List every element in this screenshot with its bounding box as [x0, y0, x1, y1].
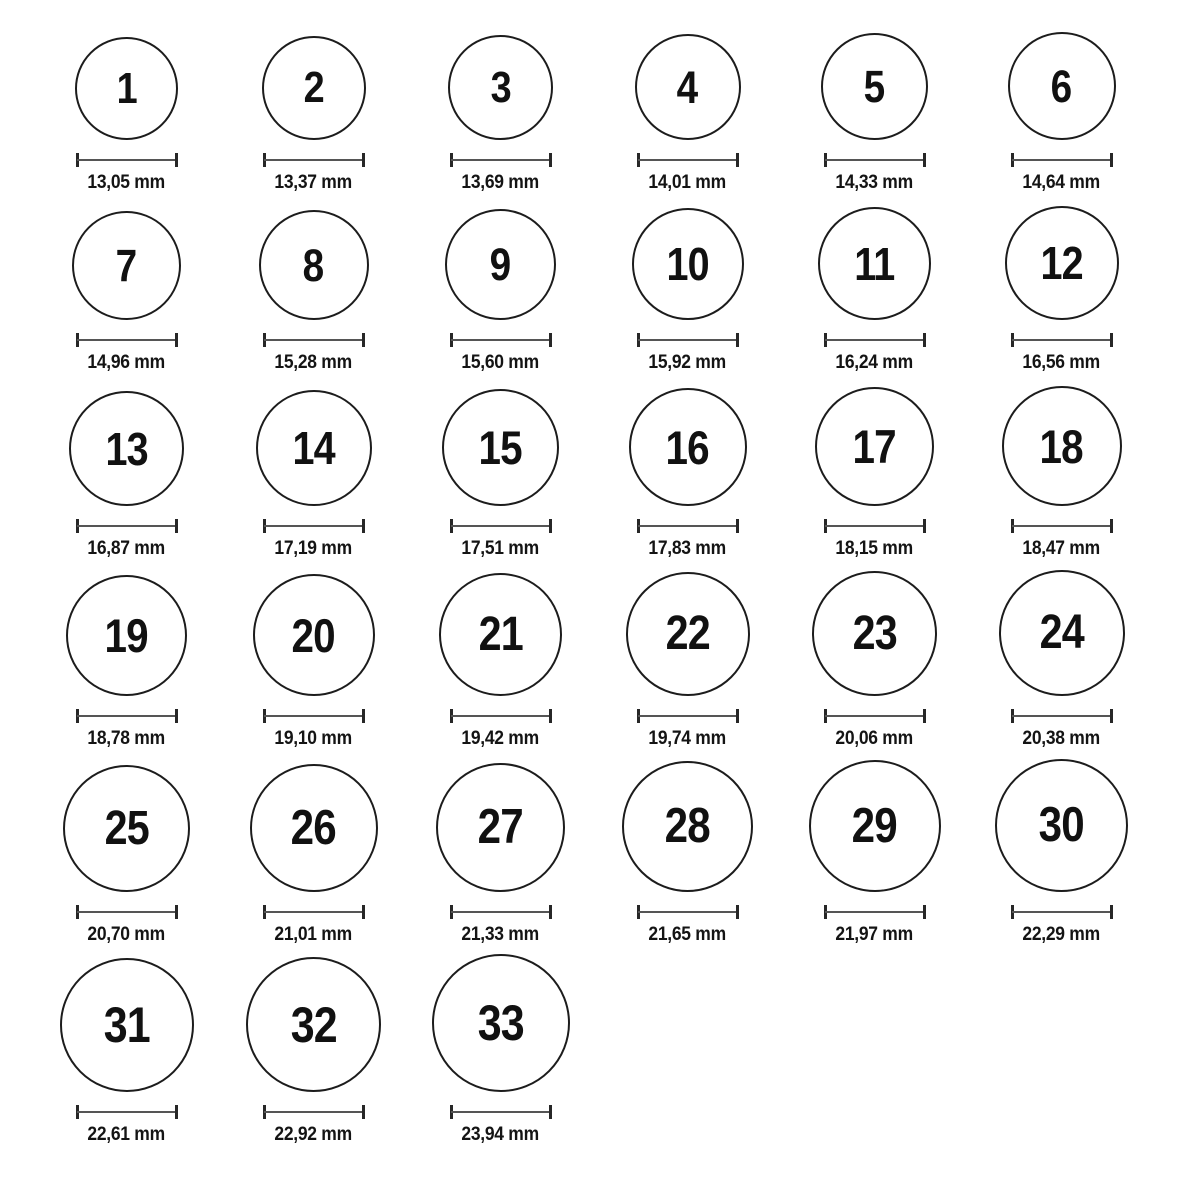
ring-circle: [812, 571, 937, 696]
ring-circle: [63, 765, 190, 892]
ring-size-number: 24: [1039, 606, 1084, 659]
ruler-tick-right: [923, 905, 926, 919]
ruler-tick-right: [549, 519, 552, 533]
ring-circle: [1005, 206, 1119, 320]
diameter-label: 13,05 mm: [87, 172, 166, 193]
ring-circle: [999, 570, 1125, 696]
ring-size-row: [33, 18, 1200, 194]
ring-circle: [436, 763, 565, 892]
ring-size-number: 11: [854, 237, 895, 290]
ring-circle: [60, 958, 194, 1092]
diameter-label: 21,65 mm: [648, 924, 727, 945]
ruler-tick-right: [736, 519, 739, 533]
ring-size-item: [407, 18, 594, 194]
ring-size-row: [33, 560, 1200, 750]
diameter-label: 18,47 mm: [1022, 538, 1101, 559]
ring-size-number: 27: [477, 800, 524, 854]
ring-size-number: 15: [478, 421, 523, 474]
ring-circle: [442, 389, 559, 506]
ring-circle: [821, 33, 928, 140]
diameter-label: 14,96 mm: [87, 352, 166, 373]
diameter-ruler: [637, 333, 739, 347]
diameter-ruler: [824, 333, 926, 347]
ruler-line: [451, 1111, 551, 1113]
ring-circle: [818, 207, 931, 320]
ruler-tick-right: [1110, 333, 1113, 347]
ruler-line: [1012, 911, 1112, 913]
ring-size-item: [968, 750, 1155, 946]
diameter-label: 14,64 mm: [1022, 172, 1101, 193]
ruler-line: [1012, 339, 1112, 341]
diameter-ruler: [637, 709, 739, 723]
ring-size-item: [33, 18, 220, 194]
ring-size-item: [594, 18, 781, 194]
diameter-label: 13,37 mm: [274, 172, 353, 193]
ring-size-item: [407, 750, 594, 946]
ring-size-number: 30: [1038, 798, 1085, 852]
diameter-ruler: [450, 333, 552, 347]
ring-size-number: 12: [1040, 237, 1083, 289]
ring-size-row: [33, 750, 1200, 946]
diameter-ruler: [1011, 153, 1113, 167]
ruler-tick-right: [175, 519, 178, 533]
ring-size-item: [781, 374, 968, 560]
ruler-line: [1012, 525, 1112, 527]
diameter-label: 14,33 mm: [835, 172, 914, 193]
diameter-label: 15,92 mm: [648, 352, 727, 373]
ruler-line: [638, 525, 738, 527]
ruler-tick-right: [1110, 905, 1113, 919]
ruler-line: [638, 159, 738, 161]
ring-size-item: [407, 194, 594, 374]
ruler-tick-right: [175, 905, 178, 919]
diameter-ruler: [263, 1105, 365, 1119]
diameter-ruler: [824, 153, 926, 167]
ruler-tick-right: [549, 153, 552, 167]
diameter-ruler: [76, 905, 178, 919]
ring-size-number: 33: [477, 995, 524, 1051]
diameter-label: 16,56 mm: [1022, 352, 1101, 373]
diameter-ruler: [263, 333, 365, 347]
diameter-ruler: [824, 709, 926, 723]
ring-circle: [259, 210, 369, 320]
ruler-tick-right: [1110, 519, 1113, 533]
ring-circle: [622, 761, 753, 892]
ring-circle: [815, 387, 934, 506]
ring-size-number: 6: [1051, 60, 1072, 112]
diameter-label: 15,28 mm: [274, 352, 353, 373]
ring-circle: [1008, 32, 1116, 140]
ring-size-item: [968, 374, 1155, 560]
ring-size-item: [968, 18, 1155, 194]
ring-size-number: 20: [291, 608, 336, 662]
ring-size-item: [594, 560, 781, 750]
diameter-ruler: [263, 905, 365, 919]
diameter-label: 20,38 mm: [1022, 728, 1101, 749]
ruler-line: [77, 339, 177, 341]
diameter-label: 17,51 mm: [461, 538, 540, 559]
diameter-label: 13,69 mm: [461, 172, 540, 193]
ruler-line: [77, 715, 177, 717]
ring-size-number: 19: [104, 609, 149, 662]
ruler-line: [264, 911, 364, 913]
ruler-tick-right: [362, 1105, 365, 1119]
ring-circle: [809, 760, 941, 892]
ruler-line: [825, 339, 925, 341]
ring-size-item: [407, 946, 594, 1146]
ring-size-item: [220, 374, 407, 560]
ruler-tick-right: [362, 519, 365, 533]
ruler-line: [1012, 159, 1112, 161]
ring-size-item: [220, 750, 407, 946]
diameter-label: 22,61 mm: [87, 1124, 166, 1145]
ring-size-item: [968, 194, 1155, 374]
ruler-line: [264, 525, 364, 527]
diameter-ruler: [637, 905, 739, 919]
ruler-line: [638, 339, 738, 341]
ring-size-item: [220, 18, 407, 194]
ring-size-number: 14: [292, 422, 335, 474]
ring-size-item: [33, 374, 220, 560]
ruler-tick-right: [736, 905, 739, 919]
ruler-tick-right: [1110, 709, 1113, 723]
diameter-ruler: [1011, 333, 1113, 347]
diameter-label: 17,19 mm: [274, 538, 353, 559]
ring-circle: [432, 954, 570, 1092]
ring-size-number: 2: [303, 63, 324, 112]
ruler-line: [451, 159, 551, 161]
diameter-ruler: [1011, 905, 1113, 919]
ring-circle: [448, 35, 553, 140]
ruler-tick-right: [362, 153, 365, 167]
ruler-tick-right: [175, 1105, 178, 1119]
ruler-line: [264, 159, 364, 161]
diameter-ruler: [637, 153, 739, 167]
ruler-line: [825, 911, 925, 913]
ring-size-item: [220, 560, 407, 750]
ruler-tick-right: [736, 153, 739, 167]
ruler-line: [77, 159, 177, 161]
diameter-ruler: [824, 519, 926, 533]
ring-size-number: 23: [852, 606, 897, 660]
ring-size-item: [33, 750, 220, 946]
diameter-label: 18,78 mm: [87, 728, 166, 749]
ring-size-item: [781, 194, 968, 374]
ring-size-number: 10: [666, 238, 709, 290]
ruler-line: [264, 1111, 364, 1113]
ruler-line: [77, 911, 177, 913]
diameter-label: 18,15 mm: [835, 538, 914, 559]
ruler-tick-right: [923, 519, 926, 533]
diameter-label: 20,70 mm: [87, 924, 166, 945]
ruler-tick-right: [549, 905, 552, 919]
ring-circle: [632, 208, 744, 320]
ring-size-number: 16: [665, 420, 710, 474]
ring-circle: [1002, 386, 1122, 506]
diameter-label: 21,01 mm: [274, 924, 353, 945]
ruler-line: [638, 715, 738, 717]
ring-size-number: 25: [104, 801, 149, 855]
ring-circle: [69, 391, 184, 506]
ring-size-number: 7: [116, 240, 137, 291]
ruler-line: [451, 525, 551, 527]
ruler-line: [451, 339, 551, 341]
ring-size-number: 9: [490, 239, 511, 290]
ring-size-item: [594, 194, 781, 374]
diameter-ruler: [76, 1105, 178, 1119]
diameter-ruler: [76, 153, 178, 167]
ruler-tick-right: [923, 153, 926, 167]
diameter-label: 19,10 mm: [274, 728, 353, 749]
ruler-tick-right: [736, 709, 739, 723]
diameter-label: 16,24 mm: [835, 352, 914, 373]
ring-size-number: 21: [478, 607, 523, 661]
ruler-tick-right: [175, 153, 178, 167]
diameter-ruler: [263, 709, 365, 723]
ruler-tick-right: [923, 333, 926, 347]
ruler-tick-right: [549, 1105, 552, 1119]
diameter-label: 23,94 mm: [461, 1124, 540, 1145]
ruler-line: [77, 525, 177, 527]
diameter-label: 21,97 mm: [835, 924, 914, 945]
diameter-label: 22,92 mm: [274, 1124, 353, 1145]
ruler-tick-right: [736, 333, 739, 347]
diameter-ruler: [450, 709, 552, 723]
ruler-line: [451, 911, 551, 913]
ring-circle: [626, 572, 750, 696]
ring-size-item: [407, 374, 594, 560]
ring-size-item: [220, 946, 407, 1146]
ruler-tick-right: [362, 333, 365, 347]
ruler-line: [638, 911, 738, 913]
ring-size-number: 28: [664, 799, 711, 853]
ring-size-item: [407, 560, 594, 750]
diameter-label: 15,60 mm: [461, 352, 540, 373]
diameter-ruler: [450, 1105, 552, 1119]
ring-circle: [66, 575, 187, 696]
diameter-ruler: [637, 519, 739, 533]
ruler-line: [77, 1111, 177, 1113]
diameter-ruler: [450, 153, 552, 167]
ring-circle: [75, 37, 178, 140]
diameter-label: 16,87 mm: [87, 538, 166, 559]
diameter-ruler: [263, 153, 365, 167]
ring-size-number: 31: [103, 997, 150, 1053]
ruler-tick-right: [175, 709, 178, 723]
ring-size-item: [781, 18, 968, 194]
diameter-ruler: [450, 519, 552, 533]
ring-size-item: [220, 194, 407, 374]
ring-circle: [635, 34, 741, 140]
ring-size-item: [33, 194, 220, 374]
ring-size-number: 3: [490, 62, 511, 112]
ruler-tick-right: [923, 709, 926, 723]
ring-circle: [629, 388, 747, 506]
ring-size-number: 13: [105, 422, 148, 475]
ring-size-row: [33, 374, 1200, 560]
ring-circle: [262, 36, 366, 140]
ruler-line: [825, 715, 925, 717]
ring-size-item: [33, 946, 220, 1146]
ruler-tick-right: [175, 333, 178, 347]
ruler-tick-right: [1110, 153, 1113, 167]
ring-size-number: 26: [290, 800, 337, 855]
ring-size-item: [968, 560, 1155, 750]
ring-size-number: 5: [864, 61, 885, 112]
ring-size-item: [594, 374, 781, 560]
ring-size-item: [781, 750, 968, 946]
diameter-ruler: [1011, 519, 1113, 533]
ring-size-number: 4: [677, 61, 698, 113]
ring-size-number: 8: [303, 239, 324, 291]
ruler-line: [825, 525, 925, 527]
ring-size-row: [33, 194, 1200, 374]
diameter-label: 19,74 mm: [648, 728, 727, 749]
ruler-tick-right: [362, 709, 365, 723]
diameter-ruler: [450, 905, 552, 919]
ring-circle: [256, 390, 372, 506]
ring-size-number: 17: [852, 420, 897, 473]
diameter-ruler: [824, 905, 926, 919]
ruler-line: [825, 159, 925, 161]
diameter-label: 14,01 mm: [648, 172, 727, 193]
ring-size-number: 18: [1039, 419, 1084, 473]
ring-circle: [253, 574, 375, 696]
ring-circle: [439, 573, 562, 696]
ring-size-row: [33, 946, 1200, 1146]
diameter-label: 20,06 mm: [835, 728, 914, 749]
ruler-line: [264, 339, 364, 341]
ring-size-number: 29: [851, 798, 898, 853]
diameter-ruler: [263, 519, 365, 533]
ring-circle: [445, 209, 556, 320]
ring-size-item: [781, 560, 968, 750]
ring-circle: [72, 211, 181, 320]
ring-size-item: [33, 560, 220, 750]
ring-circle: [995, 759, 1128, 892]
ruler-tick-right: [549, 709, 552, 723]
ring-size-number: 32: [290, 996, 337, 1053]
ruler-line: [1012, 715, 1112, 717]
diameter-ruler: [76, 519, 178, 533]
diameter-label: 17,83 mm: [648, 538, 727, 559]
ring-size-item: [594, 750, 781, 946]
diameter-ruler: [76, 333, 178, 347]
ruler-line: [264, 715, 364, 717]
ruler-tick-right: [549, 333, 552, 347]
diameter-ruler: [1011, 709, 1113, 723]
diameter-ruler: [76, 709, 178, 723]
ring-circle: [250, 764, 378, 892]
diameter-label: 21,33 mm: [461, 924, 540, 945]
diameter-label: 19,42 mm: [461, 728, 540, 749]
ring-size-number: 22: [665, 607, 710, 660]
ring-size-number: 1: [116, 63, 137, 113]
diameter-label: 22,29 mm: [1022, 924, 1101, 945]
ruler-tick-right: [362, 905, 365, 919]
ring-circle: [246, 957, 381, 1092]
ruler-line: [451, 715, 551, 717]
